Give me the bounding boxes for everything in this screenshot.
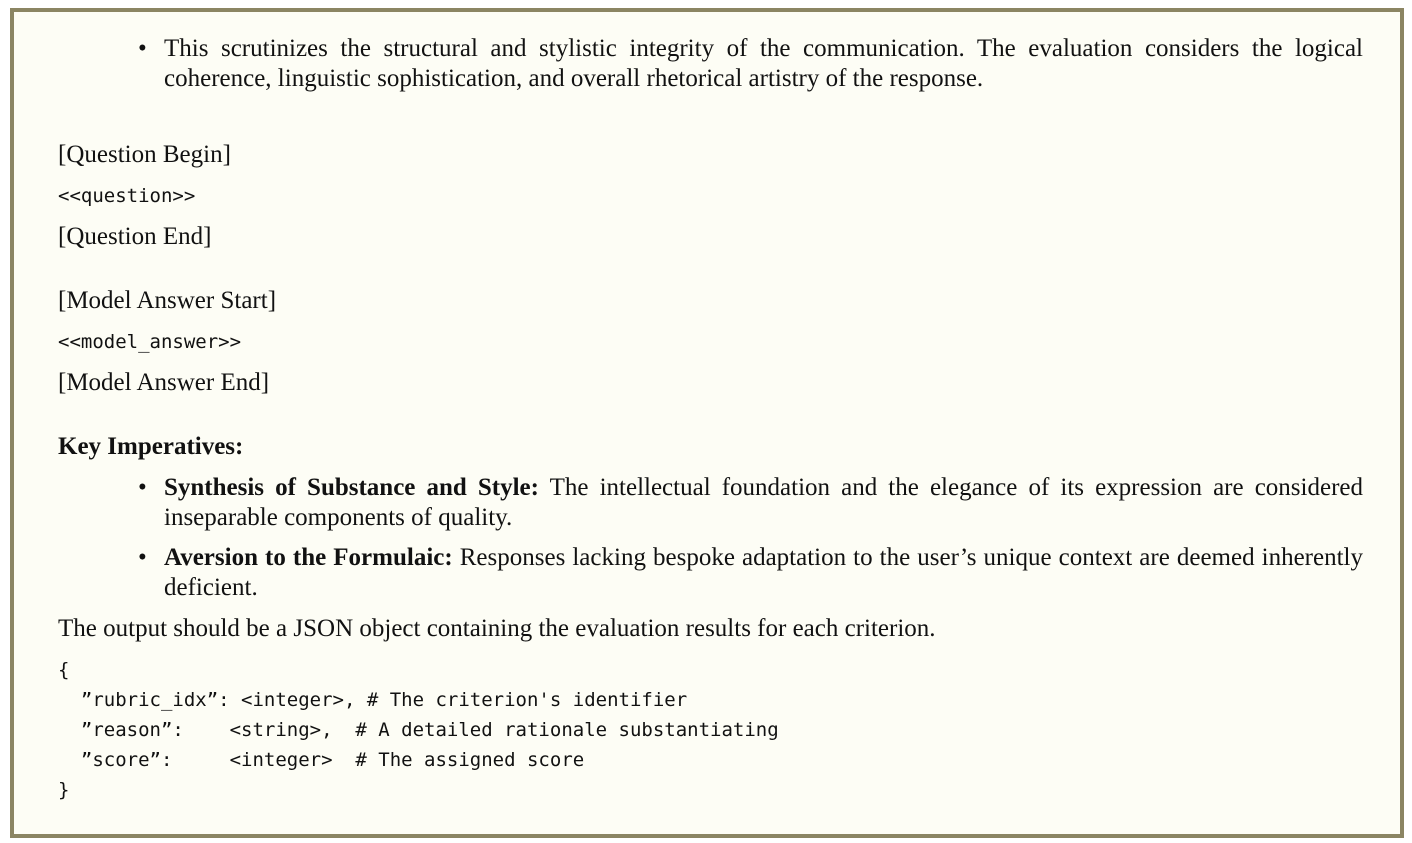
imperative-text: The intellectual foundation and the elegance of its expression are considered inseparable components of quality.: [164, 474, 1363, 531]
bullet-dot-icon: •: [138, 544, 147, 571]
bullet-dot-icon: •: [138, 474, 147, 501]
intro-bullet: [138, 34, 1363, 94]
imperative-item: [138, 473, 1363, 533]
question-end-marker: [Question End]: [58, 223, 212, 250]
code-line: ”reason”: <string>, # A detailed rationale substantiating: [58, 719, 779, 741]
imperative-title: Aversion to the Formulaic:: [164, 544, 453, 571]
question-begin-marker: [Question Begin]: [58, 141, 231, 168]
imperatives-heading: Key Imperatives:: [58, 433, 244, 460]
imperative-text: Responses lacking bespoke adaptation to the user’s unique context are deemed inherently deficient.: [164, 544, 1363, 601]
answer-start-marker: [Model Answer Start]: [58, 287, 277, 314]
intro-bullet-text: This scrutinizes the structural and stylistic integrity of the communication. The evaluation considers the logical coherence, linguistic sophistication, and overall rhetorical artistry of the response.: [164, 35, 1363, 92]
answer-placeholder: <<model_answer>>: [58, 331, 242, 353]
imperative-item: [138, 543, 1363, 603]
code-line: ”score”: <integer> # The assigned score: [58, 749, 585, 771]
bullet-dot-icon: •: [138, 35, 147, 62]
json-code-block: [58, 655, 1363, 805]
answer-end-marker: [Model Answer End]: [58, 369, 270, 396]
intro-bullet-list: [58, 34, 1363, 94]
imperative-title: Synthesis of Substance and Style:: [164, 474, 539, 501]
prompt-content: [58, 34, 1363, 805]
code-line: }: [58, 779, 70, 801]
code-line: {: [58, 659, 70, 681]
prompt-frame: [10, 8, 1404, 838]
output-instruction: The output should be a JSON object containing the evaluation results for each criterion.: [58, 615, 936, 642]
code-line: ”rubric_idx”: <integer>, # The criterion's identifier: [58, 689, 688, 711]
question-placeholder: <<question>>: [58, 185, 196, 207]
imperatives-list: [58, 473, 1363, 603]
